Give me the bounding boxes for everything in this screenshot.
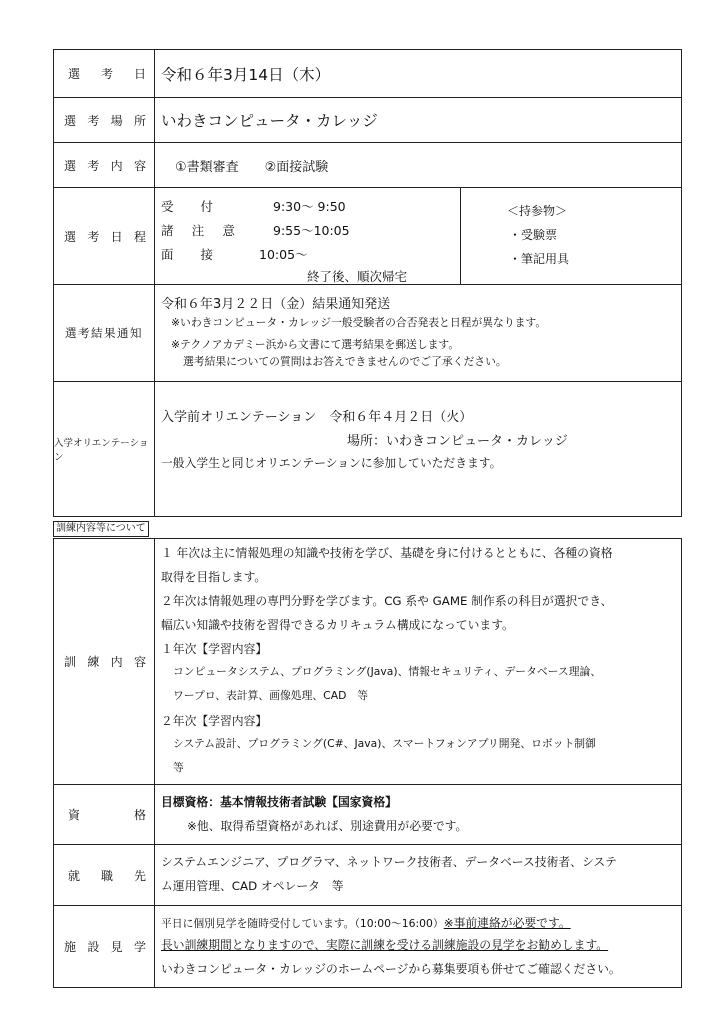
label-schedule: 選 考 日 程 <box>54 188 155 284</box>
value-orientation: 入学前オリエンテーション 令和６年４月２日（火） 場所：いわきコンピュータ・カレッジ 一般入学生と同じオリエンテーションに参加していただきます。 <box>161 410 568 470</box>
row-employment <box>54 845 681 906</box>
label-orientation: 入学オリエンテーション <box>54 382 155 516</box>
value-schedule <box>155 188 681 284</box>
row-schedule <box>54 188 681 285</box>
label-employment: 就 職 先 <box>54 845 155 905</box>
row-content <box>54 143 681 188</box>
row-place <box>54 98 681 143</box>
value-place: いわきコンピュータ・カレッジ <box>161 112 378 130</box>
value-employment: システムエンジニア、プログラマ、ネットワーク技術者、データベース技術者、システ ム運用管理、CAD オペレータ 等 <box>161 855 617 893</box>
label-place: 選 考 場 所 <box>54 98 155 142</box>
visit-line-1: 平日に個別見学を随時受付しています。（10:00～16:00）※事前連絡が必要です。 <box>161 916 571 930</box>
row-visit <box>54 906 681 988</box>
label-content: 選 考 内 容 <box>54 143 155 187</box>
label-date: 選 考 日 <box>54 50 155 97</box>
row-training <box>54 539 681 785</box>
value-content: ①書類審査 ②面接試験 <box>175 159 329 175</box>
value-qualification: 目標資格：基本情報技術者試験【国家資格】 ※他、取得希望資格があれば、別途費用が必要です。 <box>161 795 468 833</box>
schedule-item: 面 接 10:05～ <box>161 247 308 262</box>
schedule-item: 諸 注 意 9:55～10:05 <box>161 223 350 238</box>
schedule-after: 終了後、順次帰宅 <box>307 269 408 284</box>
value-training: １ 年次は主に情報処理の知識や技術を学び、基礎を身に付けるとともに、各種の資格 取得を目指します。 ２年次は情報処理の専門分野を学びます。CG 系や GAME 制作系の科目が選択でき、 幅広い知識や技術を習得できるカリキュラム構成になっています。 １年次【学習内容】 コンピュータシステム、プログラミング(Java)、情報セキュリティ、データベース理論、 ワープロ、表計算、画像処理、CAD 等 ２年次【学習内容】 システム設計、プログラミング(C#、Java)、スマートフォンアプリ開発、ロボット制御 等 <box>161 546 613 774</box>
row-orientation <box>54 382 681 517</box>
row-date <box>54 50 681 98</box>
row-result <box>54 285 681 382</box>
schedule-list <box>155 188 461 284</box>
value-date: 令和６年3月14日（木） <box>161 65 331 84</box>
label-training: 訓 練 内 容 <box>54 539 155 784</box>
value-visit: 平日に個別見学を随時受付しています。（10:00～16:00）※事前連絡が必要です。 長い訓練期間となりますので、実際に訓練を受ける訓練施設の見学をお勧めします。 いわきコンピュータ・カレッジのホームページから募集要項も併せてご確認ください。 <box>155 906 681 987</box>
training-table <box>53 538 682 988</box>
label-visit: 施 設 見 学 <box>54 906 155 987</box>
value-result: 令和６年3月２２日（金）結果通知発送 ※いわきコンピュータ・カレッジ一般受験者の合否発表と日程が異なります。 ※テクノアカデミー浜から文書にて選考結果を郵送します。 選考結果についての質問はお答えできませんのでご了承ください。 <box>161 297 547 368</box>
label-result: 選考結果通知 <box>54 285 155 381</box>
row-qualification <box>54 785 681 845</box>
belongings: ＜持参物＞ ・受験票 ・筆記用具 <box>507 204 570 266</box>
selection-table <box>53 49 682 517</box>
schedule-item: 受 付 9:30～ 9:50 <box>161 199 346 214</box>
label-qualification: 資 格 <box>54 785 155 844</box>
section-heading: 訓練内容等について <box>53 521 149 537</box>
